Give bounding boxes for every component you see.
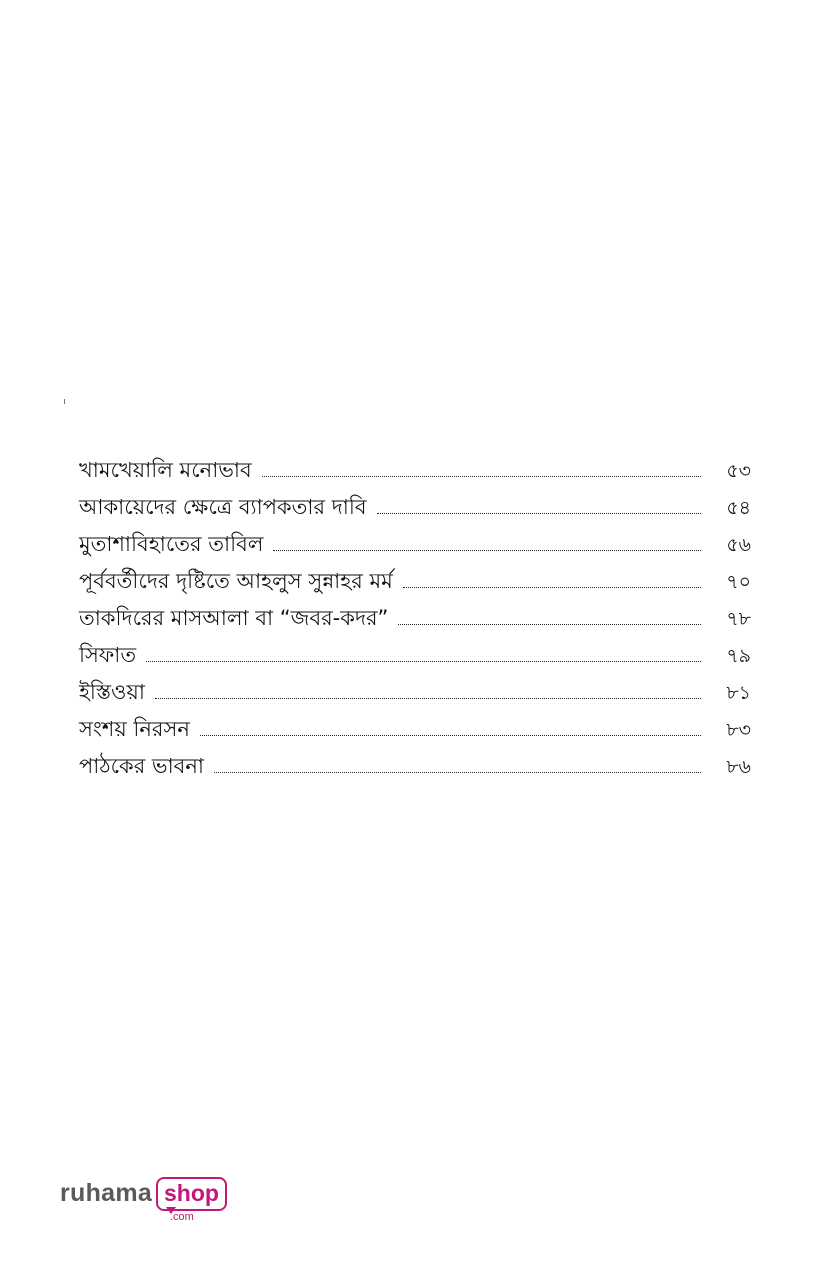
toc-entry-page: ৫৪ [726, 497, 751, 519]
toc-entry-page: ৭০ [726, 571, 751, 593]
toc-entry [79, 748, 751, 785]
toc-entry-page: ৭৮ [726, 608, 751, 630]
toc-entry-page: ৮১ [726, 682, 751, 704]
toc-entry-page: ৫৩ [726, 460, 751, 482]
toc-entry-page: ৭৯ [726, 645, 751, 667]
toc-dot-leader [200, 735, 701, 736]
toc-entry-title: পাঠকের ভাবনা [79, 754, 204, 778]
toc-dot-leader [403, 587, 701, 588]
toc-entry-title: ইস্তিওয়া [79, 680, 145, 704]
toc-entry [79, 711, 751, 748]
toc-entry-page: ৮৩ [726, 719, 751, 741]
toc-entry-title: তাকদিরের মাসআলা বা “জবর-কদর” [79, 606, 389, 630]
margin-mark [64, 399, 65, 404]
toc-dot-leader [262, 476, 701, 477]
toc-entry [79, 637, 751, 674]
toc-entry-title: পূর্ববর্তীদের দৃষ্টিতে আহলুস সুন্নাহর মর্ম [79, 569, 393, 593]
toc-dot-leader [155, 698, 701, 699]
toc-entry [79, 600, 751, 637]
toc-entry-title: খামখেয়ালি মনোভাব [79, 458, 252, 482]
toc-entry [79, 452, 751, 489]
toc-entry-title: আকায়েদের ক্ষেত্রে ব্যাপকতার দাবি [79, 495, 367, 519]
toc-entry-title: সংশয় নিরসন [79, 717, 190, 741]
logo-domain-text: .com [170, 1211, 194, 1223]
toc-dot-leader [214, 772, 701, 773]
logo-shop-badge: shop [156, 1177, 227, 1211]
ruhama-shop-logo [60, 1177, 230, 1225]
toc-dot-leader [398, 624, 701, 625]
toc-entry-title: মুতাশাবিহাতের তাবিল [79, 532, 264, 556]
table-of-contents [79, 452, 751, 785]
logo-brand-text: ruhama [60, 1179, 153, 1207]
toc-dot-leader [377, 513, 701, 514]
toc-entry-page: ৫৬ [726, 534, 751, 556]
toc-entry [79, 674, 751, 711]
toc-entry-page: ৮৬ [726, 756, 751, 778]
toc-entry-title: সিফাত [79, 643, 137, 667]
toc-entry [79, 563, 751, 600]
toc-dot-leader [146, 661, 701, 662]
toc-entry [79, 489, 751, 526]
toc-dot-leader [273, 550, 701, 551]
toc-entry [79, 526, 751, 563]
